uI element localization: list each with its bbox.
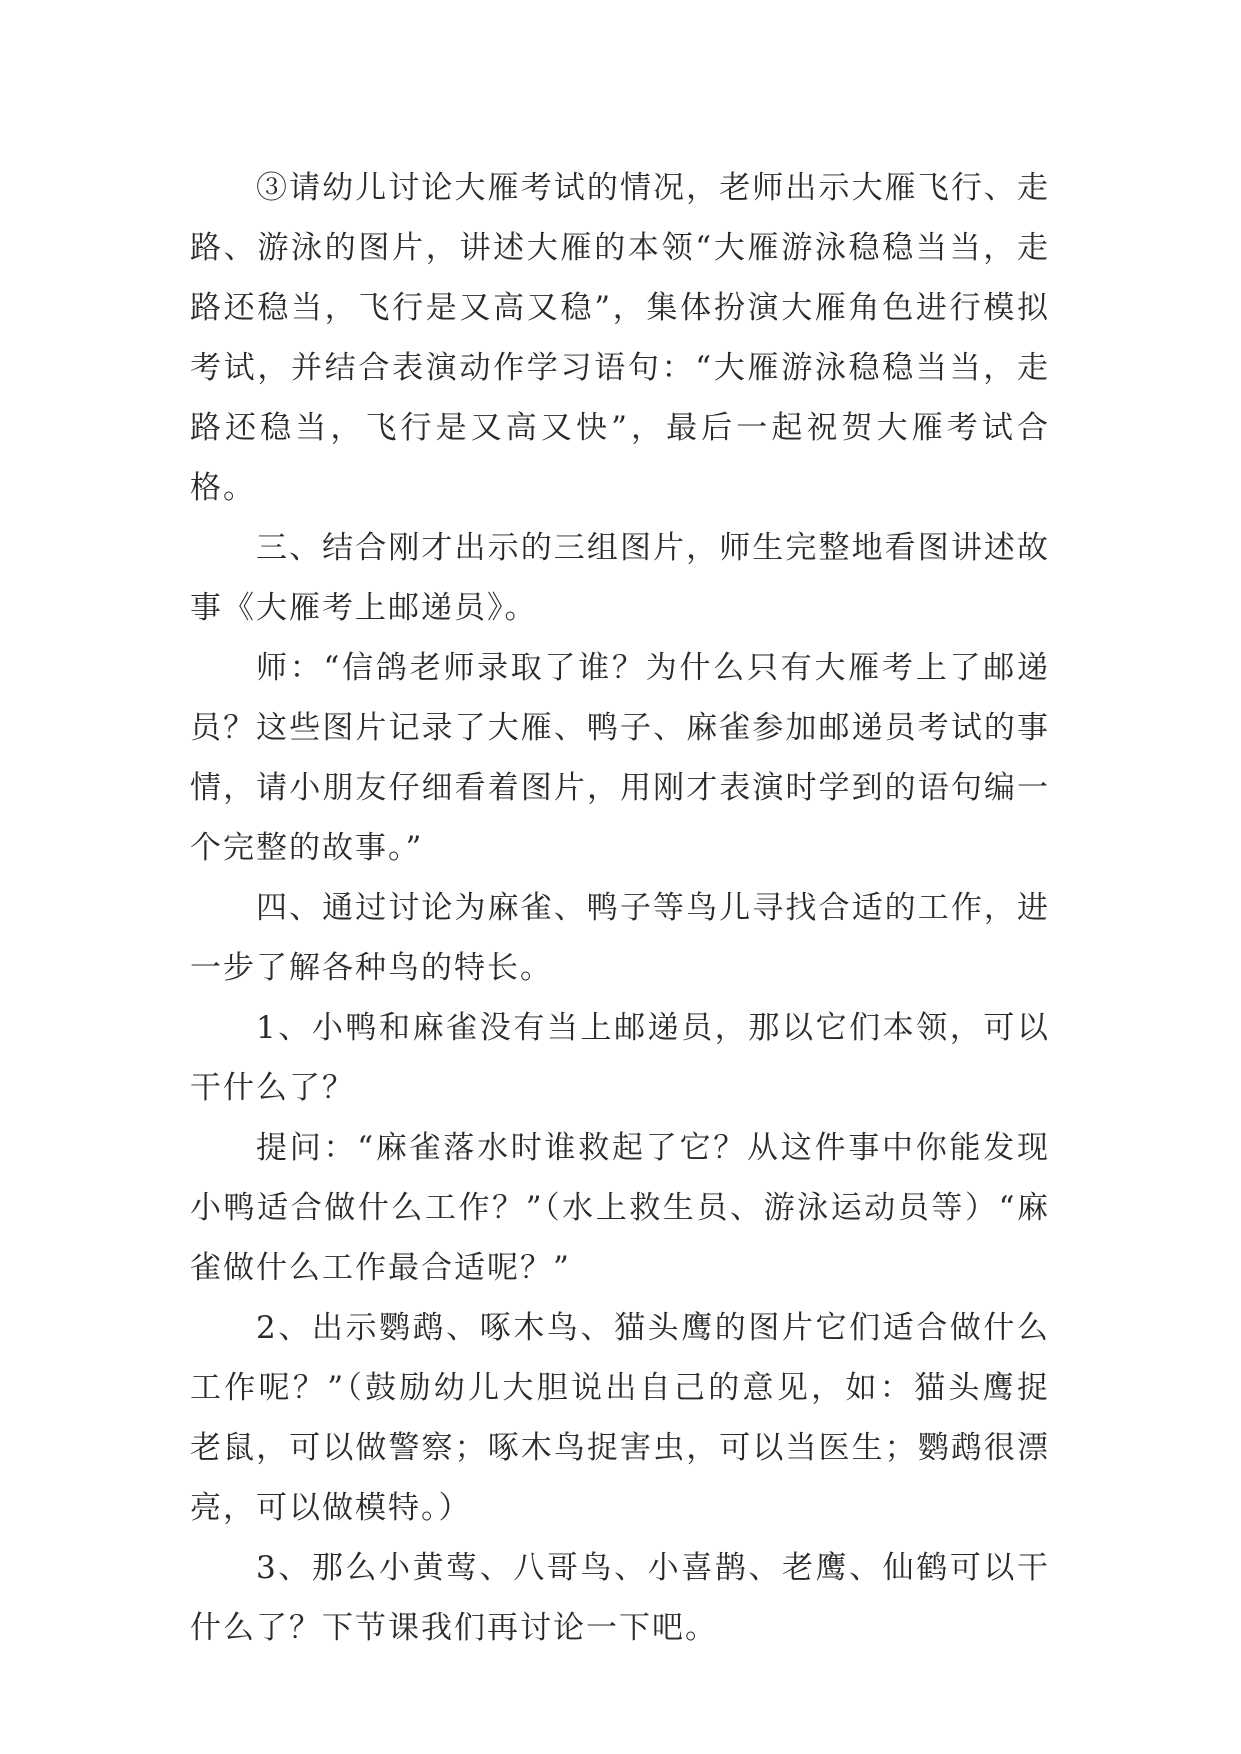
paragraph-teacher-prompt: 师：“信鸽老师录取了谁？为什么只有大雁考上了邮递员？这些图片记录了大雁、鸭子、麻雀参加邮递员考试的事情，请小朋友仔细看着图片，用刚才表演时学到的语句编一个完整的故事。” — [190, 650, 1050, 866]
paragraph-item-one: 1、小鸭和麻雀没有当上邮递员，那以它们本领，可以干什么了？ — [190, 1010, 1050, 1106]
paragraph-step-three: 三、结合刚才出示的三组图片，师生完整地看图讲述故事《大雁考上邮递员》。 — [190, 530, 1050, 626]
document-page — [190, 158, 1050, 1658]
paragraph-step-four: 四、通过讨论为麻雀、鸭子等鸟儿寻找合适的工作，进一步了解各种鸟的特长。 — [190, 890, 1050, 986]
paragraph-item-three: 3、那么小黄莺、八哥鸟、小喜鹊、老鹰、仙鹤可以干什么了？下节课我们再讨论一下吧。 — [190, 1550, 1050, 1646]
paragraph-exam-discussion: ③请幼儿讨论大雁考试的情况，老师出示大雁飞行、走路、游泳的图片，讲述大雁的本领“大雁游泳稳稳当当，走路还稳当，飞行是又高又稳”，集体扮演大雁角色进行模拟考试，并结合表演动作学习语句：“大雁游泳稳稳当当，走路还稳当，飞行是又高又快”，最后一起祝贺大雁考试合格。 — [190, 170, 1050, 506]
paragraph-item-two: 2、出示鹦鹉、啄木鸟、猫头鹰的图片它们适合做什么工作呢？”（鼓励幼儿大胆说出自己的意见，如：猫头鹰捉老鼠，可以做警察；啄木鸟捉害虫，可以当医生；鹦鹉很漂亮，可以做模特。） — [190, 1310, 1050, 1526]
paragraph-question: 提问：“麻雀落水时谁救起了它？从这件事中你能发现小鸭适合做什么工作？”（水上救生员、游泳运动员等）“麻雀做什么工作最合适呢？” — [190, 1130, 1050, 1286]
